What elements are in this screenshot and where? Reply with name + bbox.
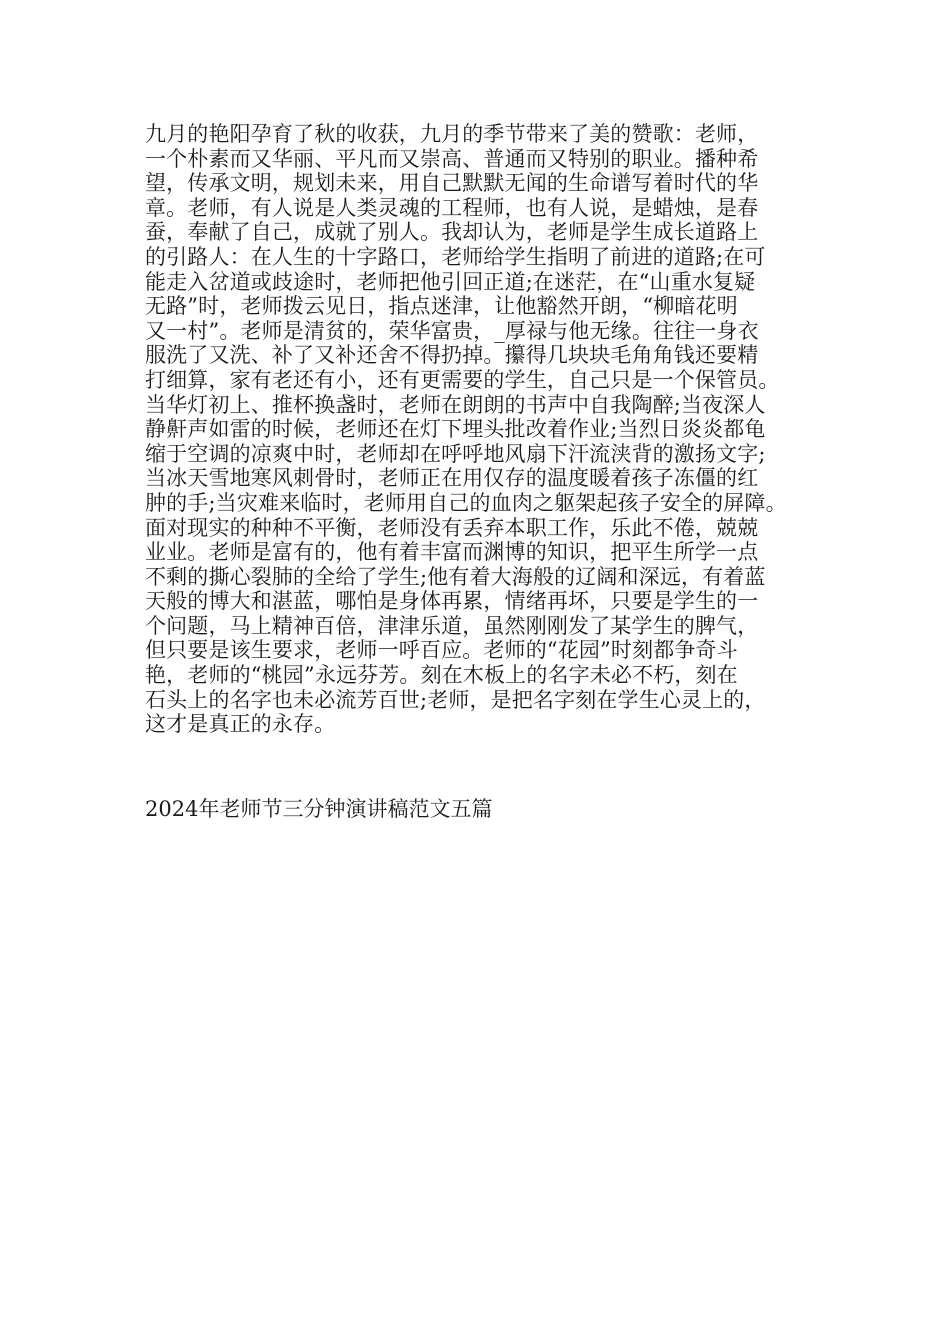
paragraph-line: 打细算，家有老还有小，还有更需要的学生，自己只是一个保管员。 (145, 367, 780, 392)
paragraph-line: 业业。老师是富有的，他有着丰富而渊博的知识，把平生所学一点 (145, 540, 759, 565)
paragraph-line: 服洗了又洗、补了又补还舍不得扔掉。攥得几块块毛角角钱还要精 (145, 343, 759, 368)
body-paragraph (145, 122, 810, 737)
paragraph-line: 但只要是该生要求，老师一呼百应。老师的“花园”时刻都争奇斗 (145, 638, 738, 663)
paragraph-line: 的引路人：在人生的十字路口，老师给学生指明了前进的道路;在可 (145, 244, 766, 269)
paragraph-line: 艳，老师的“桃园”永远芬芳。刻在木板上的名字未必不朽，刻在 (145, 663, 738, 688)
paragraph-line: 望，传承文明，规划未来，用自己默默无闻的生命谱写着时代的华 (145, 171, 759, 196)
paragraph-line: 能走入岔道或歧途时，老师把他引回正道;在迷茫，在“山重水复疑 (145, 269, 756, 294)
paragraph-line: 面对现实的种种不平衡，老师没有丢弃本职工作，乐此不倦，兢兢 (145, 515, 759, 540)
section-title: 2024年老师节三分钟演讲稿范文五篇 (145, 797, 493, 821)
paragraph-line: 这才是真正的永存。 (145, 712, 336, 737)
paragraph-line: 章。老师，有人说是人类灵魂的工程师，也有人说，是蜡烛，是春 (145, 195, 759, 220)
paragraph-line: 天般的博大和湛蓝，哪怕是身体再累，情绪再坏，只要是学生的一 (145, 589, 759, 614)
paragraph-line: 当华灯初上、推杯换盏时，老师在朗朗的书声中自我陶醉;当夜深人 (145, 392, 766, 417)
paragraph-line: 静鼾声如雷的时候，老师还在灯下埋头批改着作业;当烈日炎炎都龟 (145, 417, 766, 442)
paragraph-line: 个问题，马上精神百倍，津津乐道，虽然刚刚发了某学生的脾气， (145, 613, 759, 638)
paragraph-line: 蚕，奉献了自己，成就了别人。我却认为，老师是学生成长道路上 (145, 220, 759, 245)
paragraph-line: 缩于空调的凉爽中时，老师却在呼呼地风扇下汗流浃背的激扬文字; (145, 441, 766, 466)
paragraph-line: 不剩的撕心裂肺的全给了学生;他有着大海般的辽阔和深远，有着蓝 (145, 564, 766, 589)
paragraph-line: 又一村”。老师是清贫的，荣华富贵，_厚禄与他无缘。往往一身衣 (145, 318, 759, 343)
paragraph-line: 当冰天雪地寒风刺骨时，老师正在用仅存的温度暖着孩子冻僵的红 (145, 466, 759, 491)
paragraph-line: 石头上的名字也未必流芳百世;老师，是把名字刻在学生心灵上的， (145, 687, 766, 712)
paragraph-line: 无路”时，老师拨云见日，指点迷津，让他豁然开朗，“柳暗花明 (145, 294, 738, 319)
paragraph-line: 一个朴素而又华丽、平凡而又崇高、普通而又特别的职业。播种希 (145, 146, 759, 171)
paragraph-line: 肿的手;当灾难来临时，老师用自己的血肉之躯架起孩子安全的屏障。 (145, 490, 787, 515)
paragraph-line: 九月的艳阳孕育了秋的收获，九月的季节带来了美的赞歌：老师， (145, 122, 759, 146)
